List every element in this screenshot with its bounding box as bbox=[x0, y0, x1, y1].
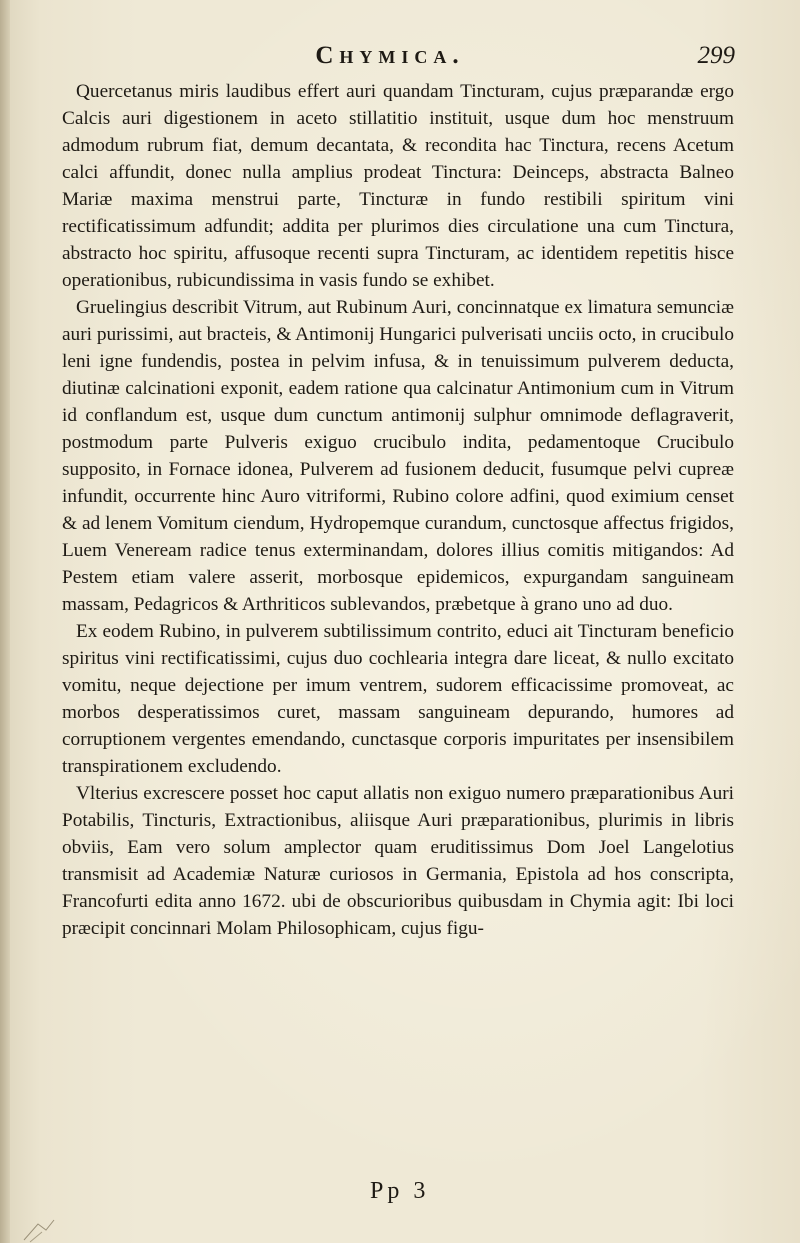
paragraph-gruelingius: Gruelingius describit Vitrum, aut Rubinum Auri, concinnatque ex limatura semunciæ auri purissimi, aut bracteis, & Antimonij Hungarici pulverisati unciis octo, in crucibulo leni igne fundendis, postea in pelvim infusa, & in tenuissimum pulverem deducta, diutinæ calcinationi exponit, eadem ratione qua calcinatur Antimonium cum in Vitrum id conflandum est, usque dum cunctum antimonij sulphur omnimode deflagraverit, postmodum parte Pulveris exiguo crucibulo indita, pedamentoque Crucibulo supposito, in Fornace idonea, Pulverem ad fusionem deducit, fusumque pelvi cupreæ infundit, occurrente hinc Auro vitriformi, Rubino colore adfini, quod eximium censet & ad lenem Vomitum ciendum, Hydropemque curandum, cunctosque affectus frigidos, Luem Veneream radice tenus exterminandam, dolores illius comitis mitigandos: Ad Pestem etiam valere asserit, morbosque epidemicos, expurgandam sanguineam massam, Pedagricos & Arthriticos sublevandos, præbetque à grano uno ad duo. bbox=[62, 297, 734, 615]
paragraph-rubino-tinctura: Ex eodem Rubino, in pulverem subtilissimum contrito, educi ait Tincturam beneficio spiritus vini rectificatissimi, cujus duo cochlearia integra dare liceat, & nullo excitato vomitu, neque dejectione per imum ventrem, sudorem efficacissime promoveat, ac morbos desperatissimos curet, massam sanguineam depurando, humores ad corruptionem vergentes emendando, cunctasque corporis impuritates per insensibilem transpirationem excludendo. bbox=[62, 621, 734, 777]
paragraph-quercetanus: Quercetanus miris laudibus effert auri quandam Tincturam, cujus præparandæ ergo Calcis auri digestionem in aceto stillatitio instituit, usque dum hoc menstruum admodum rubrum fiat, demum decantata, & recondita hac Tinctura, recens Acetum calci affundit, donec nulla amplius prodeat Tinctura: Deinceps, abstracta Balneo Mariæ maxima menstrui parte, Tincturæ in fundo restibili spiritum vini rectificatissimum adfundit; addita per plurimos dies circulatione una cum Tinctura, abstracto hoc spiritu, affusoque recenti supra Tincturam, ac identidem repetitis hisce operationibus, rubicundissima in vasis fundo se exhibet. bbox=[62, 81, 734, 291]
page-number: 299 bbox=[697, 42, 735, 69]
paragraph-ulterius: Vlterius excrescere posset hoc caput allatis non exiguo numero præparationibus Auri Potabilis, Tincturis, Extractionibus, aliisque Auri præparationibus, plurimis in libris obviis, Eam vero solum amplector quam eruditissimus Dom Joel Langelotius transmisit ad Academiæ Naturæ curiosos in Germania, Epistola ad hos conscripta, Francofurti edita anno 1672. ubi de obscurioribus quibusdam in Chymia agit: Ibi loci præcipit concinnari Molam Philosophicam, cujus figu- bbox=[62, 783, 734, 939]
page-header bbox=[40, 38, 740, 74]
corner-stain bbox=[20, 1180, 80, 1243]
signature-mark: Pp 3 bbox=[370, 1178, 430, 1204]
running-head: Chymica. bbox=[315, 42, 465, 69]
body-text bbox=[62, 78, 734, 942]
page-gutter-shadow bbox=[0, 0, 10, 1243]
